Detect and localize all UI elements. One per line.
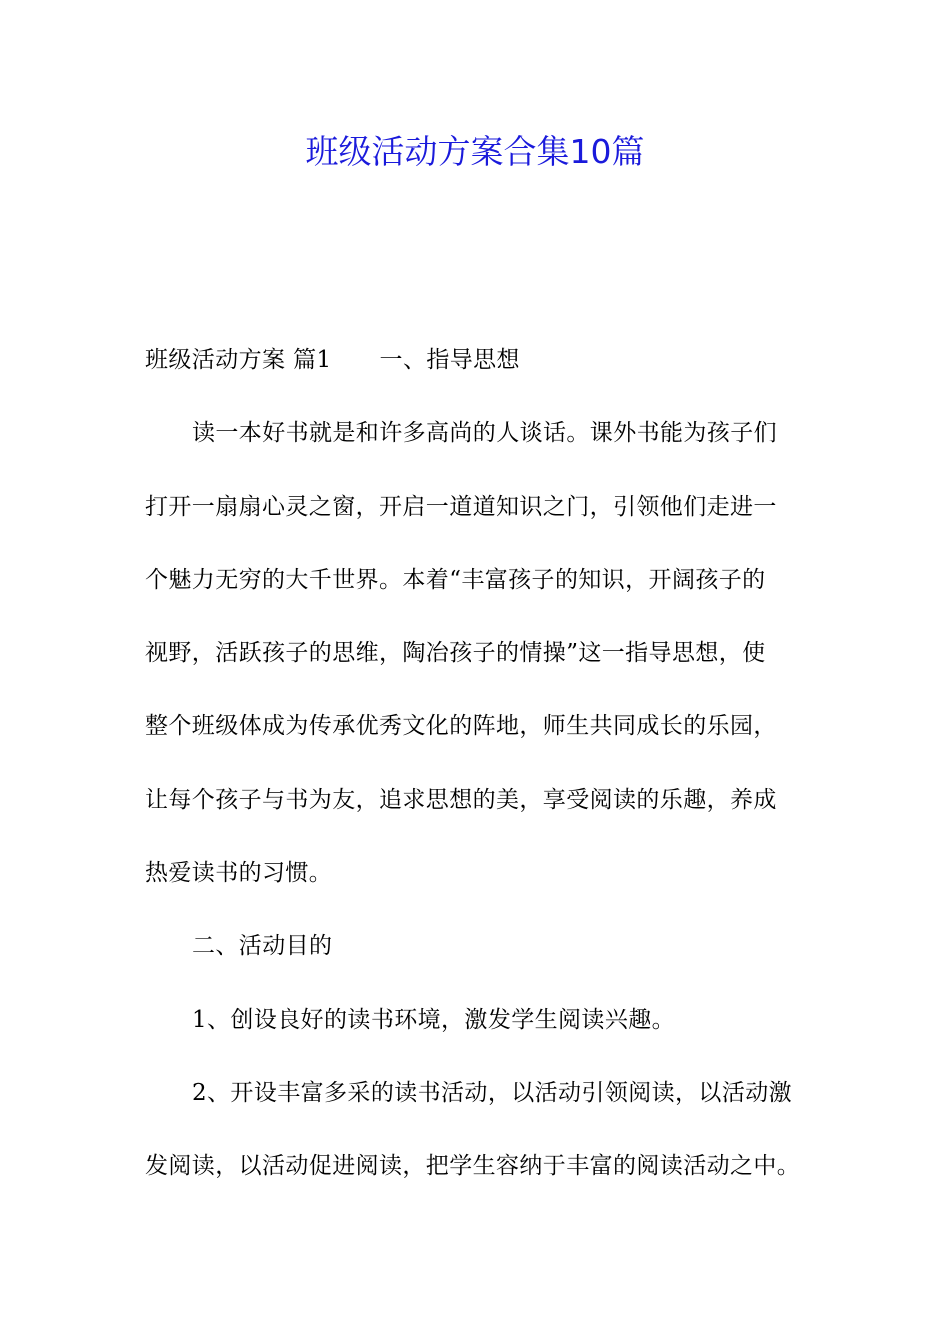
section-heading-activity-purpose: 二、活动目的 xyxy=(192,933,333,960)
document-title: 班级活动方案合集10篇 xyxy=(305,132,645,171)
first-line xyxy=(145,340,810,380)
paragraph-line: 整个班级体成为传承优秀文化的阵地，师生共同成长的乐园， xyxy=(145,713,777,740)
paragraph-line: 读一本好书就是和许多高尚的人谈话。课外书能为孩子们 xyxy=(192,420,777,447)
list-item-continuation: 发阅读，以活动促进阅读，把学生容纳于丰富的阅读活动之中。 xyxy=(145,1153,801,1180)
paragraph-line: 让每个孩子与书为友，追求思想的美，享受阅读的乐趣，养成 xyxy=(145,786,777,813)
section-label: 班级活动方案 篇1 xyxy=(145,347,332,373)
document-body xyxy=(145,340,810,1220)
list-item: 1、创设良好的读书环境，激发学生阅读兴趣。 xyxy=(192,1006,676,1033)
paragraph-line: 热爱读书的习惯。 xyxy=(145,860,333,887)
section-heading-guiding-ideology: 一、指导思想 xyxy=(379,347,520,373)
list-item: 2、开设丰富多采的读书活动，以活动引领阅读，以活动激 xyxy=(192,1079,793,1106)
paragraph-line: 视野，活跃孩子的思维，陶冶孩子的情操”这一指导思想，使 xyxy=(145,640,766,667)
paragraph-line: 个魅力无穷的大千世界。本着“丰富孩子的知识，开阔孩子的 xyxy=(145,566,766,593)
paragraph-line: 打开一扇扇心灵之窗，开启一道道知识之门，引领他们走进一 xyxy=(145,493,777,520)
